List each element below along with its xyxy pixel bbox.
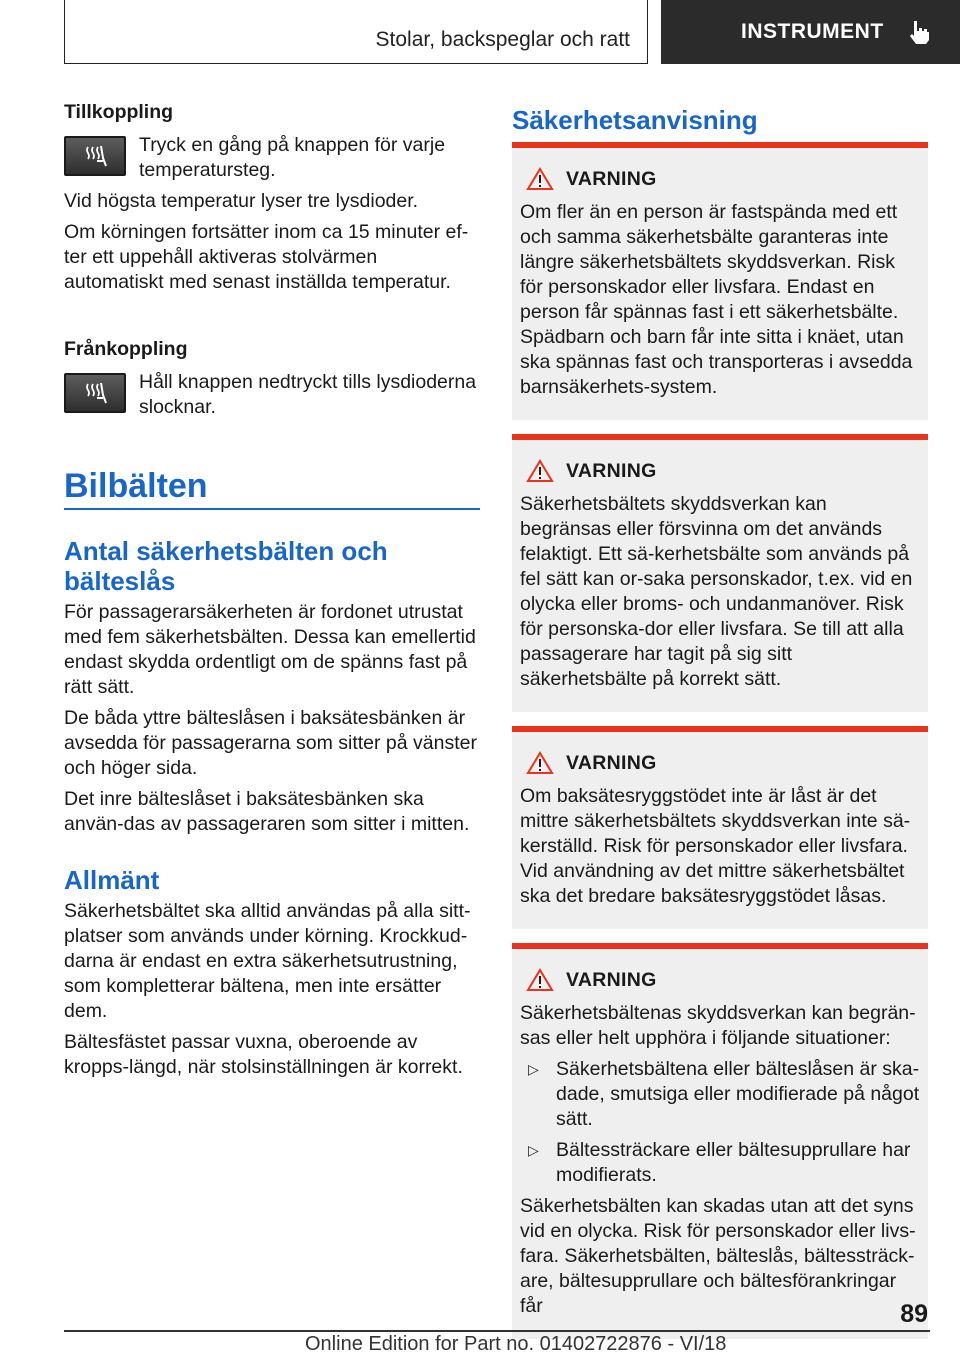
frankoppling-heading: Frånkoppling <box>64 338 188 360</box>
warning-header <box>520 166 920 192</box>
warning-title: VARNING <box>566 751 657 774</box>
warning-text: Säkerhetsbältets skyddsverkan kan begränsas eller försvinna om det används felaktigt. Ett sä-kerhetsbälte som används på fel sätt kan or-saka personskador, t.ex. vid en olycka eller broms- och undanmanöver. Risk för personska-dor eller livsfara. Se till att alla passagerare har tagit på sig sitt säkerhetsbälte på korrekt sätt. <box>520 493 913 690</box>
warning-triangle-icon <box>526 459 554 483</box>
allmant-p1: Säkerhetsbältet ska alltid användas på alla sitt-platser som används under körning. Krockkud-darna är endast en extra säkerhetsutrustning, som kompletterar bältena, men inte ersätter dem. <box>64 900 471 1022</box>
seat-heating-icon <box>82 144 108 168</box>
bilbalten-title: Bilbälten <box>64 467 208 505</box>
warning-header <box>520 458 920 484</box>
warning-title: VARNING <box>566 968 657 991</box>
antal-p3: Det inre bälteslåset i baksätesbänken ska använ-das av passageraren som sitter i mitten. <box>64 788 470 835</box>
page-number: 89 <box>900 1300 928 1328</box>
chapter-tab[interactable] <box>661 0 960 64</box>
tillkoppling-p2: Om körningen fortsätter inom ca 15 minuter ef-ter ett uppehåll aktiveras stolvärmen automatiskt med senast inställda temperatur. <box>64 221 469 293</box>
seat-heating-button <box>64 373 126 413</box>
warning-text: Om fler än en person är fastspända med ett och samma säkerhetsbälte garanteras inte längre säkerhetsbältets skyddsverkan. Risk för personskador eller livsfara. Endast en person får spännas fast i ett säkerhetsbälte. Spädbarn och barn får inte sitta i knäet, utan ska spännas fast och transporteras i avsedda barnsäkerhets-system. <box>520 201 913 398</box>
right-column <box>512 100 928 1339</box>
allmant-heading: Allmänt <box>64 865 160 895</box>
tillkoppling-instruction: Tryck en gång på knappen för varje temperatursteg. <box>139 134 446 181</box>
list-item <box>520 1138 920 1188</box>
warning-header <box>520 967 920 993</box>
antal-p1: För passagerarsäkerheten är fordonet utrustat med fem säkerhetsbälten. Dessa kan emellertid endast skydda ordentligt om de spänns fast på rätt sätt. <box>64 601 476 698</box>
sakerhetsanvisning-heading: Säkerhetsanvisning <box>512 105 758 135</box>
frankoppling-instruction: Håll knappen nedtryckt tills lysdioderna slocknar. <box>139 371 477 418</box>
warning-triangle-icon <box>526 167 554 191</box>
left-column <box>64 100 480 1086</box>
pointing-hand-icon <box>906 19 932 45</box>
warning-box <box>512 142 928 420</box>
warning-triangle-icon <box>526 751 554 775</box>
triangle-bullet-icon: ▷ <box>528 1142 539 1158</box>
triangle-bullet-icon: ▷ <box>528 1061 539 1077</box>
tillkoppling-heading: Tillkoppling <box>64 101 174 123</box>
seat-heating-icon <box>82 381 108 405</box>
warning-header <box>520 750 920 776</box>
chapter-tab-label: INSTRUMENT <box>741 20 884 43</box>
warning-outro: Säkerhetsbälten kan skadas utan att det syns vid en olycka. Risk för personskador eller livs-fara. Säkerhetsbälten, bälteslås, bältessträck-are, bältesupprullare och bältesförankringar får <box>520 1195 916 1317</box>
warning-box <box>512 943 928 1339</box>
antal-p2: De båda yttre bälteslåsen i baksätesbänken är avsedda för passagerarna som sitter på vänster och höger sida. <box>64 707 477 779</box>
warning-title: VARNING <box>566 167 657 190</box>
list-item-text: Säkerhetsbältena eller bälteslåsen är ska-dade, smutsiga eller modifierade på något sätt. <box>556 1058 920 1130</box>
tillkoppling-p1: Vid högsta temperatur lyser tre lysdioder. <box>64 190 419 212</box>
tillkoppling-button-row <box>64 133 480 183</box>
warning-text: Om baksätesryggstödet inte är låst är det mittre säkerhetsbältets skyddsverkan inte sä-kerställd. Risk för personskador eller livsfara. Vid användning av det mittre säkerhetsbältet ska det bredare baksätesryggstödet låsas. <box>520 785 911 907</box>
frankoppling-button-row <box>64 370 480 420</box>
warning-triangle-icon <box>526 968 554 992</box>
warning-title: VARNING <box>566 459 657 482</box>
allmant-p2: Bältesfästet passar vuxna, oberoende av kropps-längd, när stolsinställningen är korrekt. <box>64 1031 463 1078</box>
warning-box <box>512 726 928 929</box>
seat-heating-button <box>64 136 126 176</box>
antal-heading: Antal säkerhetsbälten och bälteslås <box>64 536 388 596</box>
edition-text: Online Edition for Part no. 01402722876 - VI/18 <box>305 1333 727 1355</box>
warning-box <box>512 434 928 712</box>
list-item-text: Bältessträckare eller bältesupprullare har modifierats. <box>556 1139 911 1186</box>
footer-rule <box>64 1330 930 1332</box>
warning-intro: Säkerhetsbältenas skyddsverkan kan begrän-sas eller helt upphöra i följande situationer: <box>520 1002 916 1049</box>
section-title: Stolar, backspeglar och ratt <box>375 28 630 51</box>
list-item <box>520 1057 920 1132</box>
